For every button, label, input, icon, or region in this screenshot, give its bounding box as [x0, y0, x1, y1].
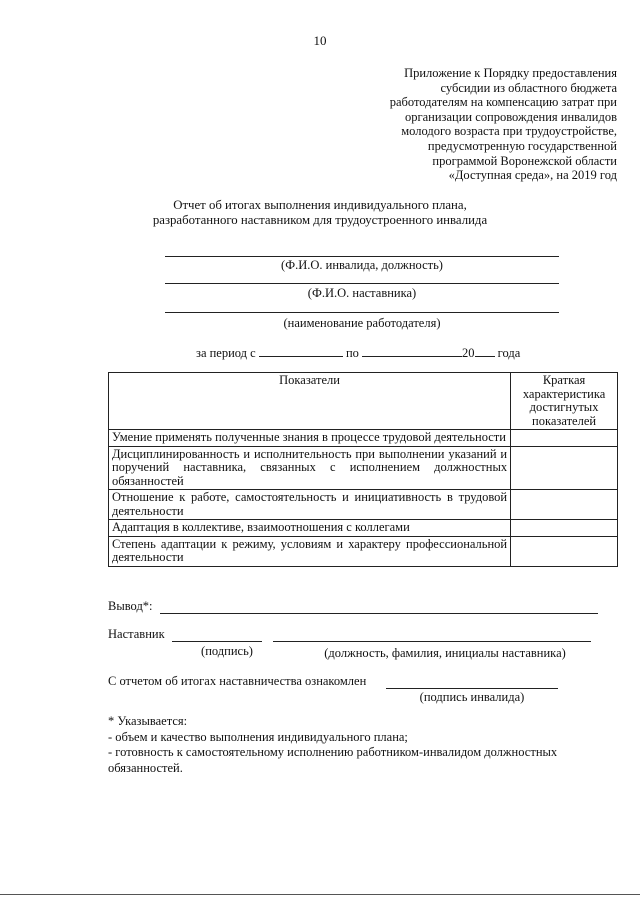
mentor-signature-line	[172, 641, 262, 642]
period-prefix: за период с	[196, 346, 256, 360]
period-middle: по	[345, 346, 359, 360]
footnote-line: - объем и качество выполнения индивидуального плана;	[108, 729, 408, 744]
indicators-table	[108, 372, 618, 567]
table-row	[109, 446, 618, 490]
indicator-cell: Умение применять полученные знания в процессе трудовой деятельности	[109, 430, 511, 447]
acquainted-label: С отчетом об итогах наставничества ознакомлен	[108, 674, 367, 688]
conclusion-label: Вывод*:	[108, 599, 153, 613]
page-bottom-border	[0, 894, 640, 895]
mentor-position-line	[273, 641, 591, 642]
appendix-line: работодателям на компенсацию затрат при	[389, 95, 617, 110]
title-line: Отчет об итогах выполнения индивидуального плана,	[173, 198, 467, 212]
table-row	[109, 490, 618, 520]
period-year-blank	[475, 345, 495, 357]
value-cell	[511, 430, 618, 447]
period-year-prefix: 20	[462, 346, 475, 360]
appendix-line: Приложение к Порядку предоставления	[404, 66, 617, 80]
invalid-signature-caption: (подпись инвалида)	[419, 690, 525, 704]
period-from-blank	[259, 345, 343, 357]
table-row	[109, 520, 618, 537]
signature-caption: (подпись)	[201, 644, 253, 658]
period-suffix: года	[497, 346, 521, 360]
header-characteristics: Краткая характеристика достигнутых показателей	[511, 373, 618, 430]
position-caption: (должность, фамилия, инициалы наставника)	[324, 646, 566, 660]
table-row	[109, 430, 618, 447]
table-header-row	[109, 373, 618, 430]
mentor-caption: (Ф.И.О. наставника)	[307, 286, 417, 300]
period-line	[196, 345, 520, 361]
employer-name-line	[165, 312, 559, 313]
footnote-line: - готовность к самостоятельному исполнению работником-инвалидом должностных обязанностей.	[108, 745, 558, 775]
indicator-cell: Отношение к работе, самостоятельность и инициативность в трудовой деятельности	[109, 490, 511, 520]
indicator-cell: Степень адаптации к режиму, условиям и характеру профессиональной деятельности	[109, 536, 511, 566]
value-cell	[511, 520, 618, 537]
mentor-label: Наставник	[108, 627, 165, 641]
page-number: 10	[313, 33, 327, 48]
appendix-line: субсидии из областного бюджета	[440, 80, 617, 95]
value-cell	[511, 490, 618, 520]
footnote-line: * Указывается:	[108, 714, 188, 728]
mentor-name-line	[165, 283, 559, 284]
indicator-cell: Дисциплинированность и исполнительность при выполнении указаний и поручений наставника, связанных с исполнением должностных обязанностей	[109, 446, 511, 490]
appendix-line: «Доступная среда», на 2019 год	[448, 168, 617, 183]
report-title	[0, 198, 640, 227]
value-cell	[511, 446, 618, 490]
employer-caption: (наименование работодателя)	[283, 316, 441, 330]
appendix-line: программой Воронежской области	[432, 153, 617, 168]
period-to-blank	[362, 345, 462, 357]
footnotes	[108, 714, 588, 776]
appendix-line: молодого возраста при трудоустройстве,	[401, 124, 617, 139]
value-cell	[511, 536, 618, 566]
header-indicators: Показатели	[109, 373, 511, 430]
appendix-line: предусмотренную государственной	[427, 138, 617, 153]
appendix-line: организации сопровождения инвалидов	[405, 109, 617, 124]
indicator-cell: Адаптация в коллективе, взаимоотношения с коллегами	[109, 520, 511, 537]
table-row	[109, 536, 618, 566]
conclusion-line	[160, 613, 598, 614]
title-line: разработанного наставником для трудоустроенного инвалида	[152, 212, 488, 227]
invalid-signature-line	[386, 688, 558, 689]
invalid-caption: (Ф.И.О. инвалида, должность)	[281, 258, 443, 272]
invalid-name-line	[165, 256, 559, 257]
appendix-header	[317, 66, 617, 183]
